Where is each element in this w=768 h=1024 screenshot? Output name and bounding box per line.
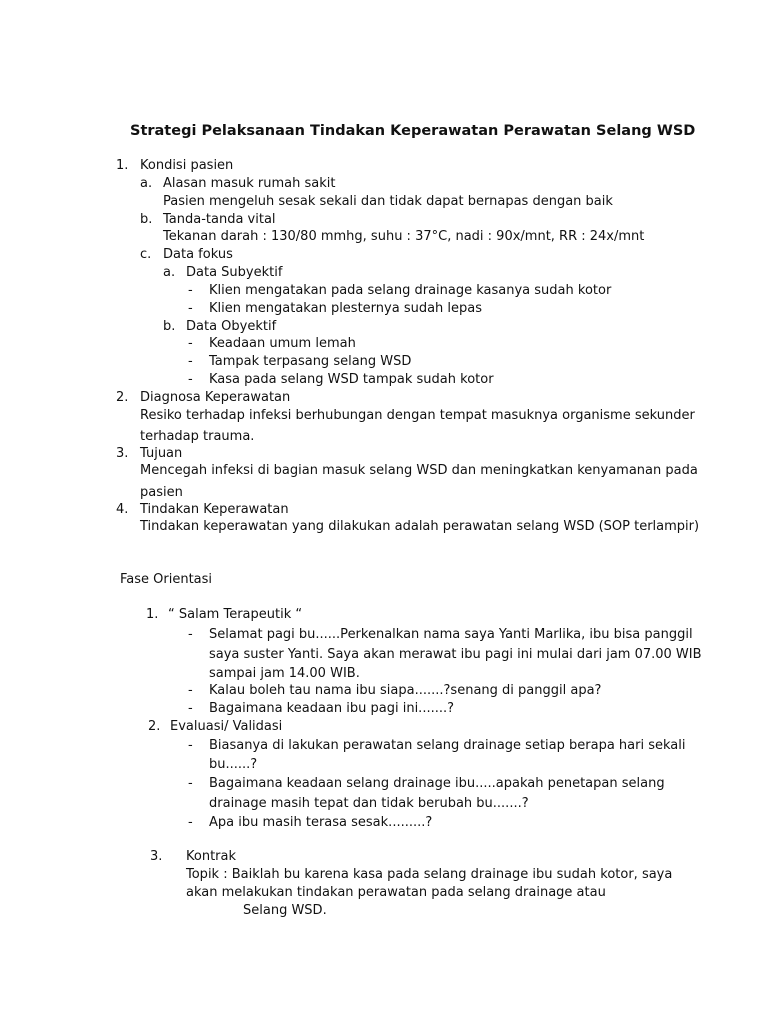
orientasi-1-number: 1.	[146, 607, 159, 622]
bullet-text: saya suster Yanti. Saya akan merawat ibu pagi ini mulai dari jam 07.00 WIB	[209, 647, 702, 662]
kontrak-text: Selang WSD.	[243, 903, 327, 918]
dash: -	[188, 372, 193, 387]
bullet-text: Tampak terpasang selang WSD	[209, 354, 412, 369]
item-a-number: a.	[140, 176, 153, 191]
subitem-b-number: b.	[163, 319, 176, 334]
bullet-text: sampai jam 14.00 WIB.	[209, 666, 360, 681]
section-1-number: 1.	[116, 158, 129, 173]
item-a-text: Pasien mengeluh sesak sekali dan tidak dapat bernapas dengan baik	[163, 194, 613, 209]
section-4-label: Tindakan Keperawatan	[140, 502, 289, 517]
bullet-text: Kasa pada selang WSD tampak sudah kotor	[209, 372, 494, 387]
section-1-label: Kondisi pasien	[140, 158, 234, 173]
item-c-number: c.	[140, 247, 152, 262]
section-4-text: Tindakan keperawatan yang dilakukan adalah perawatan selang WSD (SOP terlampir)	[140, 519, 700, 534]
bullet-text: Klien mengatakan plesternya sudah lepas	[209, 301, 483, 316]
dash: -	[188, 701, 193, 716]
item-b-text: Tekanan darah : 130/80 mmhg, suhu : 37°C, nadi : 90x/mnt, RR : 24x/mnt	[163, 229, 645, 244]
orientasi-3-label: Kontrak	[186, 849, 237, 864]
subitem-a-label: Data Subyektif	[186, 265, 283, 280]
fase-orientasi-heading: Fase Orientasi	[120, 572, 213, 587]
orientasi-1-label: “ Salam Terapeutik “	[168, 607, 303, 622]
kontrak-text: akan melakukan tindakan perawatan pada selang drainage atau	[186, 885, 606, 900]
section-3-label: Tujuan	[140, 446, 183, 461]
bullet-text: drainage masih tepat dan tidak berubah bu.......?	[209, 796, 529, 811]
bullet-text: bu......?	[209, 757, 258, 772]
bullet-text: Selamat pagi bu......Perkenalkan nama saya Yanti Marlika, ibu bisa panggil	[209, 627, 693, 642]
dash: -	[188, 301, 193, 316]
bullet-text: Biasanya di lakukan perawatan selang drainage setiap berapa hari sekali	[209, 738, 686, 753]
subitem-a-number: a.	[163, 265, 176, 280]
dash: -	[188, 336, 193, 351]
section-2-label: Diagnosa Keperawatan	[140, 390, 291, 405]
section-3-number: 3.	[116, 446, 129, 461]
orientasi-2-number: 2.	[148, 719, 161, 734]
section-3-text: pasien	[140, 485, 183, 500]
bullet-text: Apa ibu masih terasa sesak.........?	[209, 815, 433, 830]
item-b-label: Tanda-tanda vital	[163, 212, 276, 227]
dash: -	[188, 627, 193, 642]
section-2-text: Resiko terhadap infeksi berhubungan dengan tempat masuknya organisme sekunder	[140, 408, 695, 423]
dash: -	[188, 683, 193, 698]
subitem-b-label: Data Obyektif	[186, 319, 277, 334]
item-c-label: Data fokus	[163, 247, 233, 262]
dash: -	[188, 354, 193, 369]
section-3-text: Mencegah infeksi di bagian masuk selang WSD dan meningkatkan kenyamanan pada	[140, 463, 698, 478]
bullet-text: Bagaimana keadaan ibu pagi ini.......?	[209, 701, 455, 716]
orientasi-2-label: Evaluasi/ Validasi	[170, 719, 283, 734]
item-b-number: b.	[140, 212, 153, 227]
kontrak-text: Topik : Baiklah bu karena kasa pada selang drainage ibu sudah kotor, saya	[186, 867, 673, 882]
bullet-text: Klien mengatakan pada selang drainage kasanya sudah kotor	[209, 283, 612, 298]
dash: -	[188, 776, 193, 791]
bullet-text: Kalau boleh tau nama ibu siapa.......?senang di panggil apa?	[209, 683, 602, 698]
item-a-label: Alasan masuk rumah sakit	[163, 176, 336, 191]
document-title: Strategi Pelaksanaan Tindakan Keperawatan Perawatan Selang WSD	[130, 123, 696, 139]
bullet-text: Keadaan umum lemah	[209, 336, 356, 351]
bullet-text: Bagaimana keadaan selang drainage ibu.....apakah penetapan selang	[209, 776, 665, 791]
dash: -	[188, 815, 193, 830]
orientasi-3-number: 3.	[150, 849, 163, 864]
section-4-number: 4.	[116, 502, 129, 517]
dash: -	[188, 283, 193, 298]
dash: -	[188, 738, 193, 753]
section-2-text: terhadap trauma.	[140, 429, 255, 444]
section-2-number: 2.	[116, 390, 129, 405]
